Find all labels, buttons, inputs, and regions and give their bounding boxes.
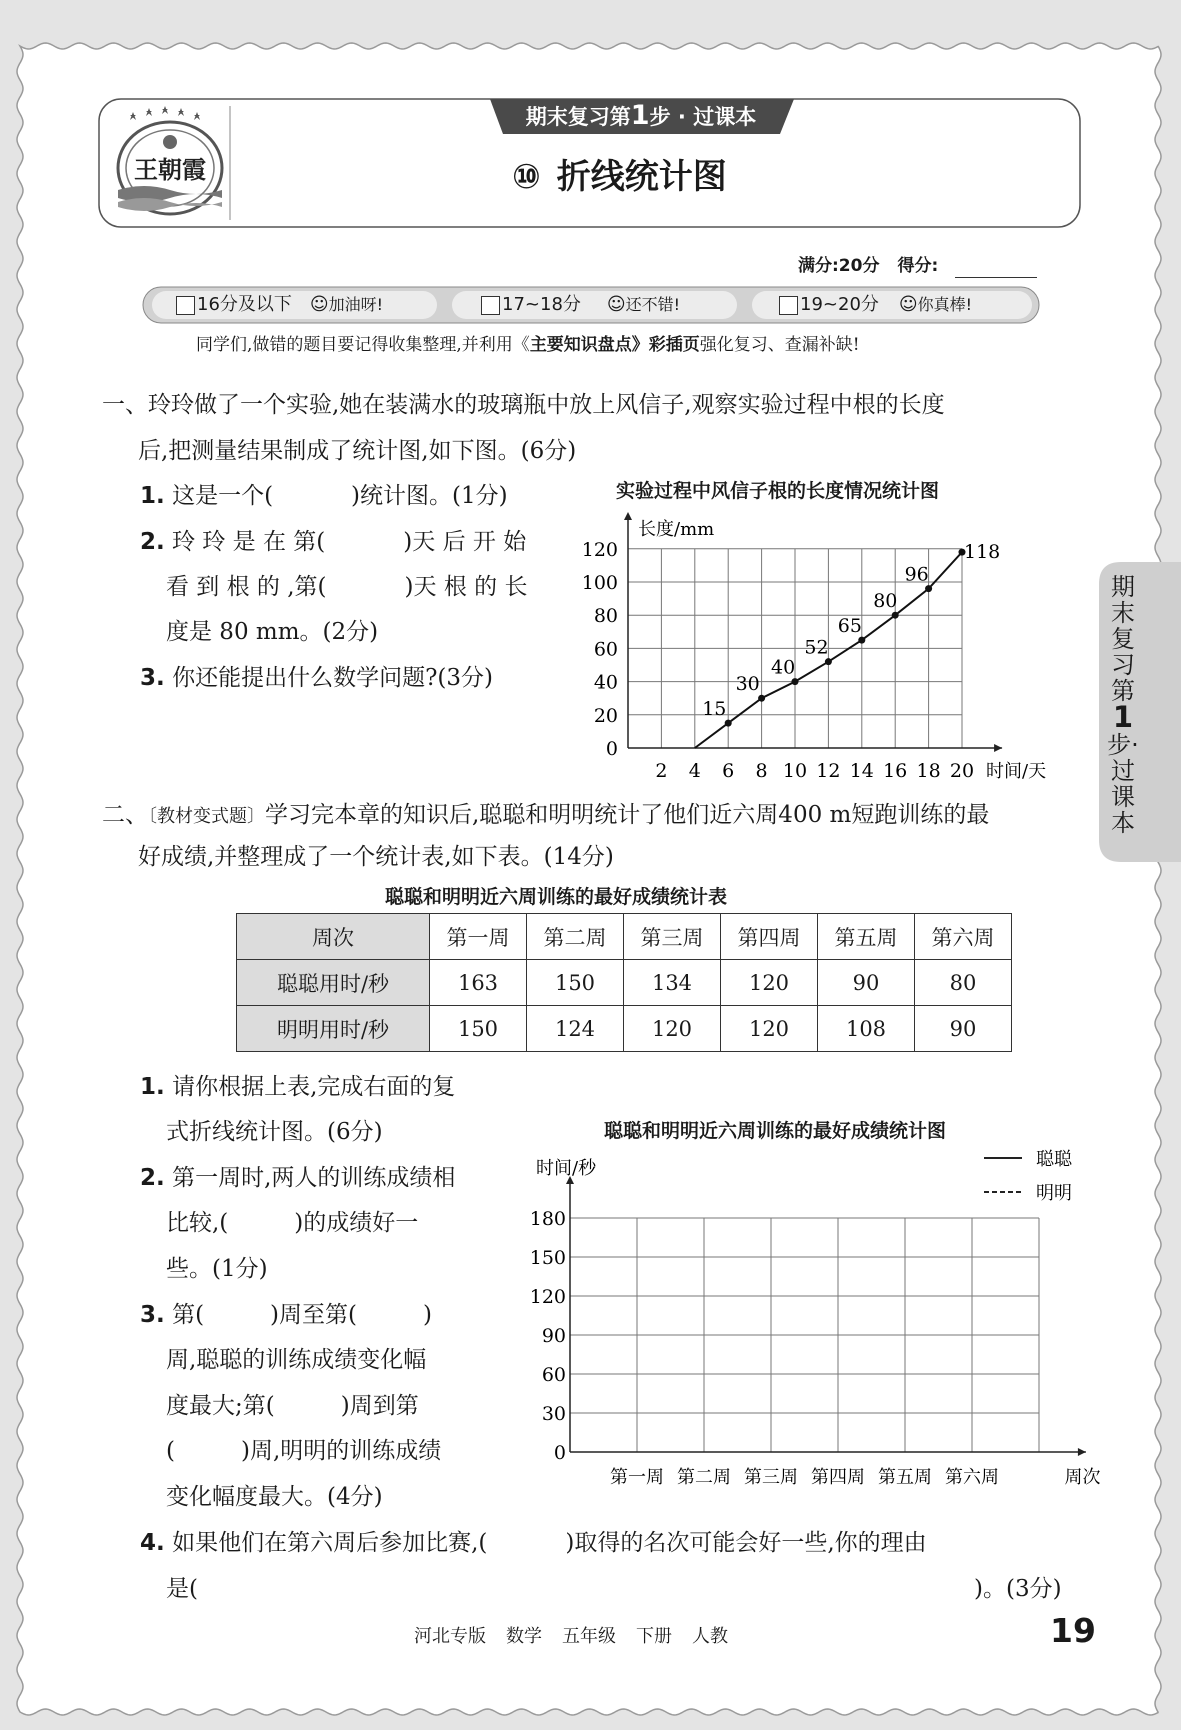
y-tick-label: 0 <box>605 738 618 760</box>
y-axis-label: 时间/秒 <box>536 1158 597 1179</box>
x-tick-label: 8 <box>755 760 768 782</box>
q1-sub2-line3: 度是 80 mm。(2分) <box>166 619 379 645</box>
table-cell: 150 <box>430 1006 527 1052</box>
unit-number: ⑩ <box>512 157 541 197</box>
table-row <box>237 1006 1012 1052</box>
q2-sub1-line2: 式折线统计图。(6分) <box>166 1119 383 1145</box>
q2-sub4-line2: 是( <box>166 1576 198 1602</box>
table-cell: 120 <box>624 1006 721 1052</box>
x-tick-label: 18 <box>916 760 941 782</box>
x-tick-label: 20 <box>949 760 975 782</box>
score-input[interactable] <box>955 277 1037 278</box>
score-line <box>798 254 938 278</box>
score-label: 得分: <box>897 256 939 276</box>
chart1-title: 实验过程中风信子根的长度情况统计图 <box>616 480 940 502</box>
x-tick-label: 10 <box>782 760 808 782</box>
x-axis-label: 时间/天 <box>986 761 1047 782</box>
footer-publisher: 人教 <box>692 1626 728 1647</box>
footer-edition: 河北专版 <box>414 1626 486 1647</box>
data-point <box>725 720 732 727</box>
data-point <box>858 637 865 644</box>
y-axis-label: 长度/mm <box>638 519 715 540</box>
y-tick-label: 90 <box>541 1325 566 1347</box>
data-label: 40 <box>771 656 796 679</box>
table-header-cell: 第五周 <box>818 914 915 960</box>
q2-sub2-line2: 比较,( )的成绩好一 <box>166 1210 419 1236</box>
y-tick-label: 60 <box>541 1364 566 1386</box>
y-tick-label: 120 <box>581 538 618 561</box>
table-header-row <box>237 914 1012 960</box>
y-tick-label: 60 <box>593 638 618 661</box>
level-item: 16分及以下 ☺加油呀! <box>176 292 383 318</box>
y-tick-label: 150 <box>529 1247 566 1269</box>
score-table <box>236 913 1012 1052</box>
x-tick-label: 4 <box>688 760 701 782</box>
q2-sub3-line4: ( )周,明明的训练成绩 <box>166 1438 442 1464</box>
x-tick-label: 14 <box>849 760 874 782</box>
footer-grade: 五年级 <box>562 1626 616 1647</box>
unit-banner: 期末复习第1步 · 过课本 <box>525 100 757 131</box>
table-header-cell: 第六周 <box>915 914 1012 960</box>
footer-volume: 下册 <box>636 1626 672 1647</box>
data-label: 52 <box>804 636 829 659</box>
q2-stem-line2: 好成绩,并整理成了一个统计表,如下表。(14分) <box>138 844 614 870</box>
page-number: 19 <box>1050 1611 1096 1650</box>
data-point <box>892 612 899 619</box>
answer-blank-wide[interactable] <box>190 1598 970 1600</box>
table-cell: 90 <box>915 1006 1012 1052</box>
legend-label: 聪聪 <box>1036 1149 1072 1170</box>
data-label: 30 <box>735 673 760 696</box>
q1-sub3: 3. 你还能提出什么数学问题?(3分) <box>140 665 493 691</box>
row-label: 聪聪用时/秒 <box>237 960 430 1006</box>
x-tick-label: 第一周 <box>610 1467 664 1488</box>
data-point <box>925 585 932 592</box>
y-tick-label: 20 <box>593 704 618 727</box>
row-label: 明明用时/秒 <box>237 1006 430 1052</box>
x-tick-label: 第三周 <box>744 1467 798 1488</box>
x-tick-label: 2 <box>655 760 668 782</box>
y-tick-label: 180 <box>529 1208 566 1230</box>
level-checkbox[interactable] <box>779 296 798 315</box>
logo-lettering: 王朝霞 <box>134 155 206 184</box>
data-label: 65 <box>837 615 862 638</box>
y-axis-arrow-icon <box>624 512 632 520</box>
table-cell: 120 <box>721 1006 818 1052</box>
q2-sub2: 2. 第一周时,两人的训练成绩相 <box>140 1165 456 1191</box>
x-axis-label: 周次 <box>1064 1467 1101 1488</box>
y-tick-label: 120 <box>529 1286 566 1308</box>
table-cell: 120 <box>721 960 818 1006</box>
smile-face-icon: ☺ <box>606 294 626 315</box>
table-cell: 90 <box>818 960 915 1006</box>
data-label: 80 <box>873 590 898 613</box>
legend-label: 明明 <box>1036 1183 1072 1204</box>
q1-stem-line2: 后,把测量结果制成了统计图,如下图。(6分) <box>138 438 577 464</box>
q1-sub2-line2: 看 到 根 的 ,第( )天 根 的 长 <box>166 574 528 600</box>
y-tick-label: 100 <box>581 572 618 594</box>
q2-sub4: 4. 如果他们在第六周后参加比赛,( )取得的名次可能会好一些,你的理由 <box>140 1530 927 1556</box>
x-tick-label: 第六周 <box>945 1467 999 1488</box>
data-point <box>825 658 832 665</box>
chart2-title: 聪聪和明明近六周训练的最好成绩统计图 <box>604 1120 947 1142</box>
data-point <box>758 695 765 702</box>
publisher-logo <box>112 106 232 218</box>
y-tick-label: 80 <box>593 605 618 628</box>
table-header-cell: 第四周 <box>721 914 818 960</box>
footer-subject: 数学 <box>506 1626 542 1647</box>
chart2-grid <box>570 1218 1039 1452</box>
level-item: 17~18分 ☺还不错! <box>481 292 680 318</box>
q2-sub3-line3: 度最大;第( )周到第 <box>166 1393 419 1419</box>
q1-sub1: 1. 这是一个( )统计图。(1分) <box>140 483 508 509</box>
y-tick-label: 0 <box>553 1442 566 1464</box>
table-row <box>237 960 1012 1006</box>
data-point <box>792 678 799 685</box>
x-axis-arrow-icon <box>1078 1448 1086 1456</box>
q2-sub3-line2: 周,聪聪的训练成绩变化幅 <box>166 1347 427 1373</box>
x-axis-arrow-icon <box>994 744 1002 752</box>
y-tick-label: 40 <box>593 671 618 694</box>
q2-sub2-line3: 些。(1分) <box>166 1256 268 1282</box>
level-checkbox[interactable] <box>176 296 195 315</box>
data-label: 118 <box>964 541 1001 564</box>
chart2-plot <box>529 1149 1101 1496</box>
table-cell: 124 <box>527 1006 624 1052</box>
data-label: 96 <box>904 563 929 586</box>
notice: 同学们,做错的题目要记得收集整理,并利用《主要知识盘点》彩插页强化复习、查漏补缺! <box>196 335 860 355</box>
table-header-cell: 第三周 <box>624 914 721 960</box>
footer-info <box>414 1624 728 1650</box>
level-checkbox[interactable] <box>481 296 500 315</box>
side-tab-label: 期末复习第1步·过课本 <box>1107 573 1139 837</box>
data-label: 15 <box>702 698 727 721</box>
x-tick-label: 第五周 <box>878 1467 932 1488</box>
full-score: 满分:20分 <box>798 256 880 276</box>
table-header-cell: 周次 <box>237 914 430 960</box>
q2-sub3-line5: 变化幅度最大。(4分) <box>166 1484 383 1510</box>
y-tick-label: 30 <box>541 1403 566 1425</box>
table-header-cell: 第一周 <box>430 914 527 960</box>
table-header-cell: 第二周 <box>527 914 624 960</box>
x-tick-label: 第二周 <box>677 1467 731 1488</box>
table-cell: 108 <box>818 1006 915 1052</box>
x-tick-label: 16 <box>883 760 908 782</box>
q2-sub1: 1. 请你根据上表,完成右面的复 <box>140 1074 456 1100</box>
level-item: 19~20分 ☺你真棒! <box>779 292 972 318</box>
table-cell: 80 <box>915 960 1012 1006</box>
table-cell: 134 <box>624 960 721 1006</box>
table-cell: 163 <box>430 960 527 1006</box>
page-title: ⑩ 折线统计图 <box>512 157 727 197</box>
q2-stem-line1: 二、〔教材变式题〕学习完本章的知识后,聪聪和明明统计了他们近六周400 m短跑训练的最 <box>102 802 990 828</box>
x-tick-label: 12 <box>816 760 841 782</box>
q1-sub2: 2. 玲 玲 是 在 第( )天 后 开 始 <box>140 529 527 555</box>
cheer-face-icon: ☺ <box>309 294 329 315</box>
x-tick-label: 6 <box>722 760 735 782</box>
q2-tag: 〔教材变式题〕 <box>148 806 265 827</box>
star-face-icon: ☺ <box>898 294 918 315</box>
q2-sub4-line2-end: )。(3分) <box>974 1576 1062 1602</box>
table-cell: 150 <box>527 960 624 1006</box>
q1-stem-line1: 一、玲玲做了一个实验,她在装满水的玻璃瓶中放上风信子,观察实验过程中根的长度 <box>102 392 945 418</box>
x-tick-label: 第四周 <box>811 1467 865 1488</box>
q2-sub3: 3. 第( )周至第( ) <box>140 1302 432 1328</box>
chart1-plot <box>580 508 1080 784</box>
table-title: 聪聪和明明近六周训练的最好成绩统计表 <box>385 886 728 908</box>
